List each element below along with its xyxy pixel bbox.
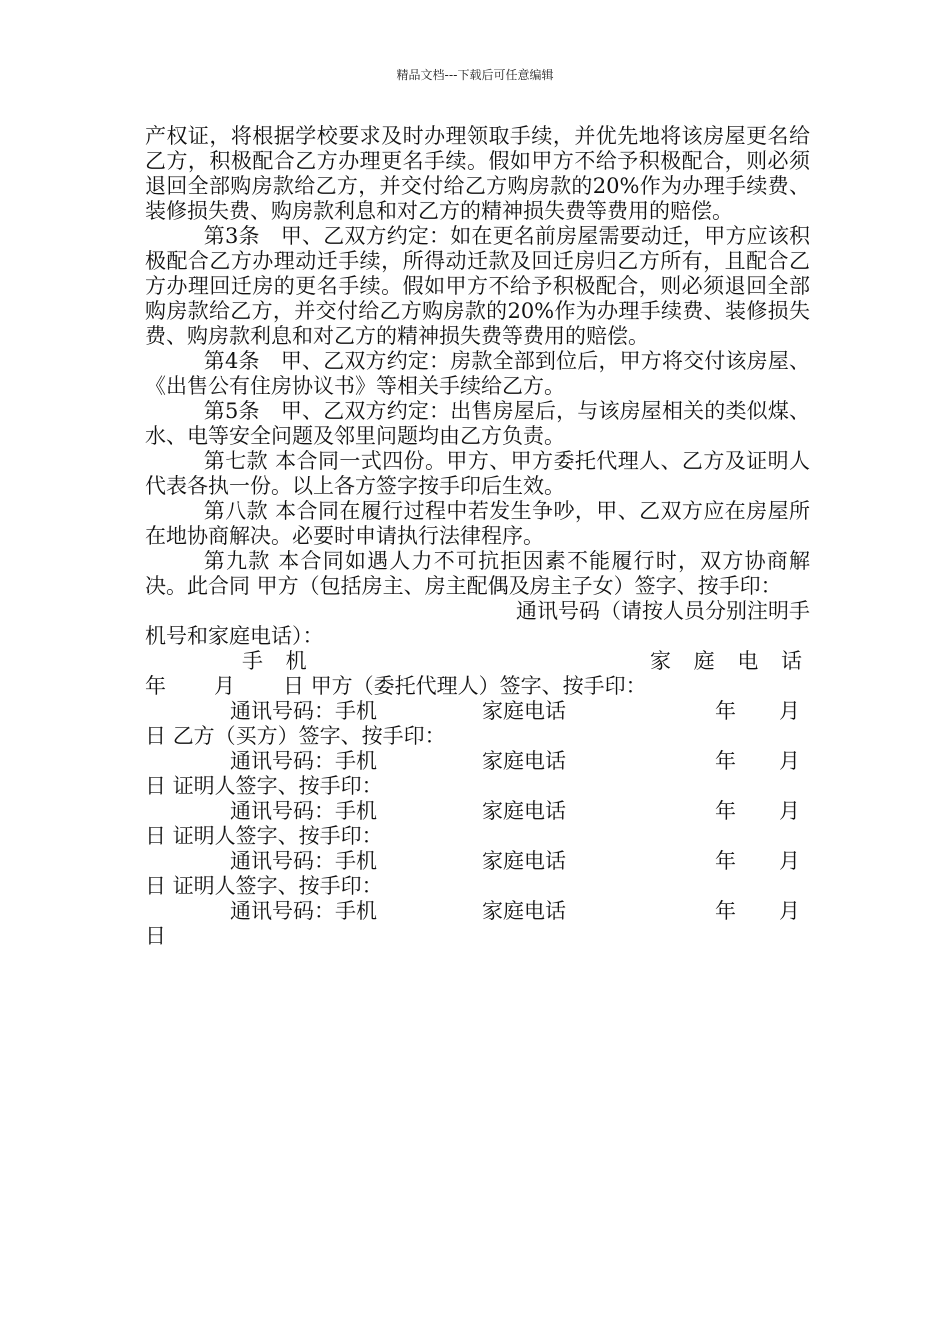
- paragraph-clause-7: 第七款 本合同一式四份。甲方、甲方委托代理人、乙方及证明人代表各执一份。以上各方签字按手印后生效。: [145, 449, 810, 498]
- date-sign-line-0: [145, 674, 810, 699]
- paragraph-article-4: 第4条 甲、乙双方约定：房款全部到位后，甲方将交付该房屋、《出售公有住房协议书》等相关手续给乙方。: [145, 349, 810, 398]
- phone-row: 通讯号码：手机 家庭电话 年 月: [230, 749, 800, 773]
- contract-body: [145, 124, 810, 949]
- contact-columns: [145, 649, 810, 674]
- paragraph-clause-8: 第八款 本合同在履行过程中若发生争吵，甲、乙双方应在房屋所在地协商解决。必要时申请执行法律程序。: [145, 499, 810, 548]
- contact-note-line2: 机号和家庭电话）：: [145, 624, 324, 648]
- date-prefix: 年 月 日 甲方（委托代理人）签字、按手印：: [145, 674, 647, 698]
- phone-row: 通讯号码：手机 家庭电话 年 月: [230, 899, 800, 923]
- mobile-column-label: 手 机: [242, 649, 315, 673]
- date-sign-line-2: 日 证明人签字、按手印：: [145, 774, 383, 798]
- signer-label: 甲方（委托代理人）签字、按手印：: [310, 674, 647, 698]
- phone-row: 通讯号码：手机 家庭电话 年 月: [230, 849, 800, 873]
- date-sign-line-1: 日 乙方（买方）签字、按手印：: [145, 724, 446, 748]
- paragraph-article-3: 第3条 甲、乙双方约定：如在更名前房屋需要动迁，甲方应该积极配合乙方办理动迁手续，所得动迁款及回迁房归乙方所有，且配合乙方办理回迁房的更名手续。假如甲方不给予积极配合，则必须退回全部购房款给乙方，并交付给乙方购房款的20%作为办理手续费、装修损失费、购房款利息和对乙方的精神损失费等费用的赔偿。: [145, 224, 810, 348]
- paragraph-clause-9: 第九款 本合同如遇人力不可抗拒因素不能履行时，双方协商解决。此合同 甲方（包括房主、房主配偶及房主子女）签字、按手印：: [145, 549, 810, 598]
- date-sign-line-4: 日 证明人签字、按手印：: [145, 874, 383, 898]
- phone-row: 通讯号码：手机 家庭电话 年 月: [230, 699, 800, 723]
- paragraph-continuation: 产权证，将根据学校要求及时办理领取手续，并优先地将该房屋更名给乙方，积极配合乙方办理更名手续。假如甲方不给予积极配合，则必须退回全部购房款给乙方，并交付给乙方购房款的20%作为办理手续费、装修损失费、购房款利息和对乙方的精神损失费等费用的赔偿。: [145, 124, 810, 223]
- page-header: 精品文档---下载后可任意编辑: [396, 68, 554, 82]
- contact-note-line1: 通讯号码（请按人员分别注明手: [516, 599, 810, 623]
- date-sign-line-3: 日 证明人签字、按手印：: [145, 824, 383, 848]
- paragraph-article-5: 第5条 甲、乙双方约定：出售房屋后，与该房屋相关的类似煤、水、电等安全问题及邻里问题均由乙方负责。: [145, 399, 810, 448]
- final-day: 日: [145, 924, 166, 948]
- home-phone-column-label: 家 庭 电 话: [649, 649, 810, 673]
- phone-row: 通讯号码：手机 家庭电话 年 月: [230, 799, 800, 823]
